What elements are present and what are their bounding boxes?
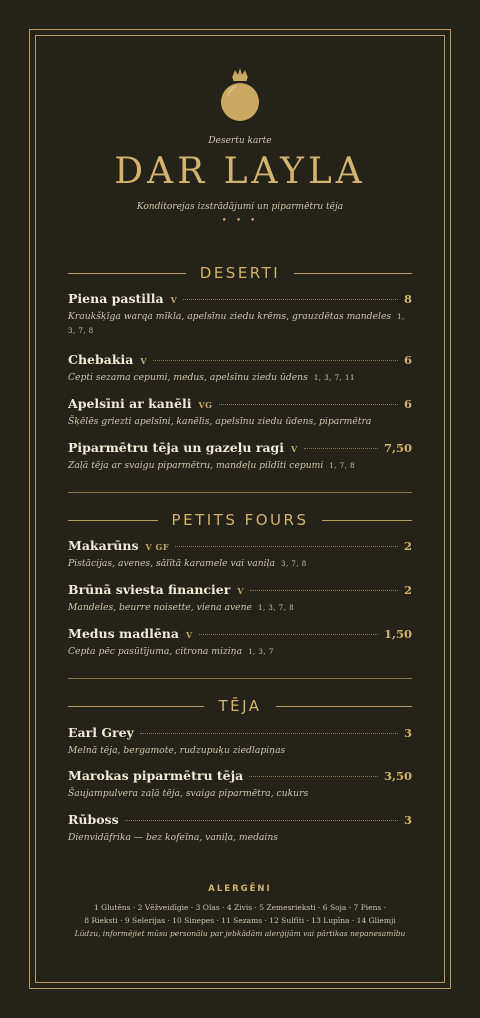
item-name: Piena pastilla — [68, 291, 164, 306]
item-name: Earl Grey — [68, 725, 134, 740]
menu-item — [68, 538, 412, 571]
item-price: 8 — [403, 292, 412, 306]
dot-leader — [153, 360, 398, 361]
pomegranate-icon — [216, 66, 264, 124]
item-description — [68, 459, 412, 473]
item-price: 6 — [403, 353, 412, 367]
item-name: Brūnā sviesta financier — [68, 582, 231, 597]
allergen-codes: 3, 7, 8 — [280, 560, 307, 568]
divider-line — [68, 520, 158, 521]
menu-kicker: Desertu karte — [208, 136, 272, 146]
menu-item — [68, 768, 412, 801]
allergen-legend — [40, 884, 440, 938]
allergen-list-line: 1 Glutēns · 2 Vēžveidīgie · 3 Olas · 4 Zivis · 5 Zemesrieksti · 6 Soja · 7 Piens · — [93, 903, 387, 912]
diet-tag: V — [185, 630, 193, 640]
item-price: 2 — [403, 583, 412, 597]
menu-item — [68, 291, 412, 339]
diet-tag: V — [140, 356, 148, 366]
description-text: Zaļā tēja ar svaigu piparmētru, mandeļu pildīti cepumi — [68, 460, 324, 471]
menu-header — [0, 66, 480, 226]
allergen-codes: 1, 3, 7, 8 — [68, 313, 405, 336]
item-description — [68, 557, 412, 571]
menu-item — [68, 440, 412, 473]
item-description: Šaujampulvera zaļā tēja, svaiga piparmētra, cukurs — [68, 788, 309, 799]
dot-leader — [175, 546, 398, 547]
section-rule — [68, 678, 412, 679]
item-description: Dienvidāfrika — bez kofeīna, vaniļa, medains — [68, 832, 278, 843]
tagline: Konditorejas izstrādājumi un piparmētru tēja — [136, 201, 344, 212]
item-description: Melnā tēja, bergamote, rudzupuķu ziedlapiņas — [68, 745, 286, 756]
divider-dots: • • • — [221, 215, 259, 226]
item-name: Chebakia — [68, 352, 134, 367]
dot-leader — [199, 634, 378, 635]
section-header-teja — [68, 697, 412, 715]
item-name: Medus madlēna — [68, 626, 179, 641]
divider-line — [276, 706, 412, 707]
allergen-heading: ALERGĒNI — [208, 884, 272, 894]
section-title: DESERTI — [199, 264, 281, 282]
item-price: 2 — [403, 539, 412, 553]
menu-item — [68, 725, 412, 758]
divider-line — [68, 273, 186, 274]
menu-item — [68, 396, 412, 429]
dot-leader — [250, 590, 398, 591]
item-price: 3,50 — [383, 769, 412, 783]
allergen-codes: 1, 7, 8 — [329, 462, 356, 470]
dot-leader — [304, 448, 378, 449]
dot-leader — [249, 776, 378, 777]
allergen-note: Lūdzu, informējiet mūsu personālu par jebkādām alerģijām vai pārtikas nepanesamību — [74, 928, 406, 938]
dot-leader — [183, 299, 398, 300]
section-title: PETITS FOURS — [171, 511, 309, 529]
description-text: Mandeles, beurre noisette, viena avene — [68, 602, 252, 613]
item-price: 6 — [403, 397, 412, 411]
menu-item — [68, 812, 412, 845]
diet-tag: V GF — [145, 542, 170, 552]
dot-leader — [125, 820, 398, 821]
item-price: 1,50 — [383, 627, 412, 641]
dot-leader — [219, 404, 398, 405]
section-rule — [68, 492, 412, 493]
menu-item — [68, 352, 412, 385]
diet-tag: VG — [198, 400, 213, 410]
divider-line — [294, 273, 412, 274]
divider-line — [322, 520, 412, 521]
item-description — [68, 601, 412, 615]
diet-tag: V — [237, 586, 245, 596]
item-price: 3 — [403, 813, 412, 827]
diet-tag: V — [291, 444, 298, 454]
allergen-codes: 1, 3, 7, 11 — [313, 374, 355, 382]
item-description — [68, 415, 412, 429]
description-text: Kraukšķīga warqa mīkla, apelsīnu ziedu krēms, grauzdētas mandeles — [68, 311, 392, 322]
restaurant-name: DAR LAYLA — [114, 151, 366, 192]
item-description — [68, 371, 412, 385]
item-name: Piparmētru tēja un gazeļu ragi — [68, 440, 285, 455]
description-text: Šķēlēs griezti apelsīni, kanēlis, apelsīnu ziedu ūdens, piparmētra — [68, 416, 372, 427]
item-description — [68, 310, 412, 339]
dot-leader — [140, 733, 398, 734]
allergen-list-line: 8 Rieksti · 9 Selerijas · 10 Sinepes · 11 Sezams · 12 Sulfīti · 13 Lupīna · 14 Gliemji — [84, 915, 396, 925]
description-text: Pistācijas, avenes, sālītā karamele vai vaniļa — [68, 558, 275, 569]
diet-tag: V — [170, 295, 178, 305]
item-name: Rūboss — [68, 812, 119, 827]
allergen-codes: 1, 3, 7 — [248, 648, 274, 656]
item-name: Marokas piparmētru tēja — [68, 768, 244, 783]
description-text: Cepta pēc pasūtījuma, citrona miziņa — [68, 646, 243, 657]
item-description — [68, 645, 412, 659]
allergen-list — [40, 902, 440, 928]
item-price: 7,50 — [383, 441, 412, 455]
allergen-codes: 1, 3, 7, 8 — [257, 604, 295, 612]
section-header-deserti — [68, 264, 412, 282]
section-header-petits-fours — [68, 511, 412, 529]
item-name: Makarūns — [68, 538, 139, 553]
section-title: TĒJA — [218, 697, 262, 715]
description-text: Cepti sezama cepumi, medus, apelsīnu ziedu ūdens — [68, 372, 308, 383]
menu-item — [68, 582, 412, 615]
menu-item — [68, 626, 412, 659]
divider-line — [68, 706, 204, 707]
item-price: 3 — [403, 726, 412, 740]
item-name: Apelsīni ar kanēli — [68, 396, 192, 411]
